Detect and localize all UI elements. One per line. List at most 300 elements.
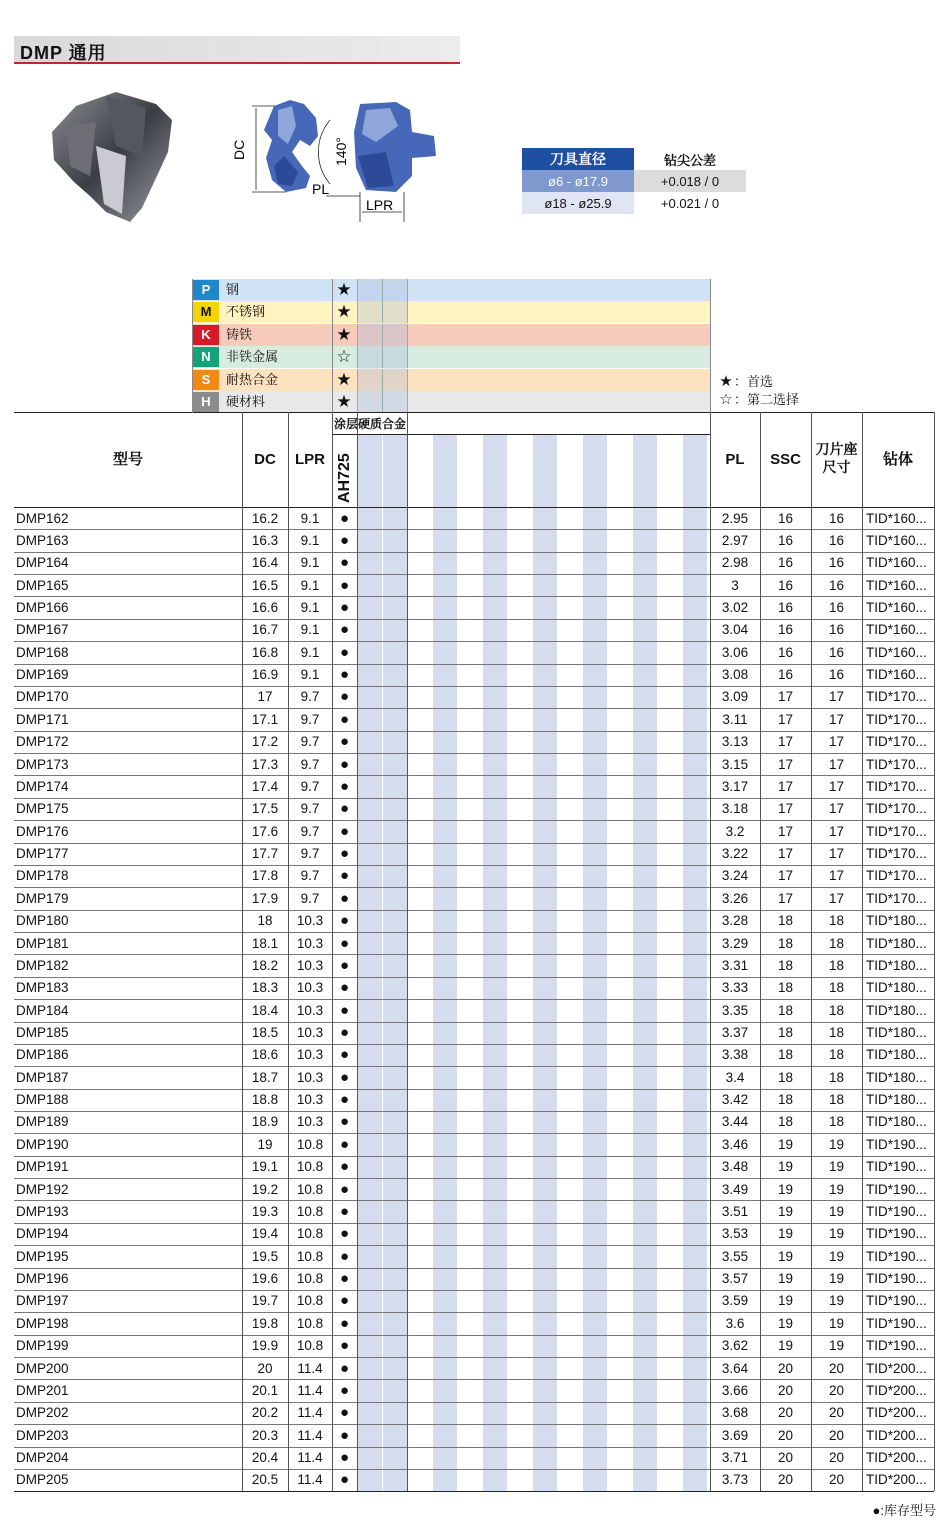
pl-cell: 3.69 — [721, 1427, 749, 1443]
model-cell: DMP178 — [16, 868, 69, 884]
dc-cell: 18.3 — [251, 980, 279, 996]
tolerance-value: +0.018 / 0 — [634, 170, 746, 192]
page-title: DMP 通用 — [20, 43, 107, 63]
seat-size-cell: 19 — [828, 1248, 845, 1264]
pl-cell: 3.18 — [721, 801, 749, 817]
material-name: 铸铁 — [226, 326, 253, 342]
model-cell: DMP164 — [16, 555, 69, 571]
stock-dot-icon: ● — [339, 598, 350, 616]
dc-cell: 18.8 — [251, 1092, 279, 1108]
seat-size-cell: 18 — [828, 1114, 845, 1130]
pl-cell: 3.51 — [721, 1203, 749, 1219]
model-cell: DMP172 — [16, 734, 69, 750]
lpr-cell: 9.1 — [300, 644, 320, 660]
pl-cell: 3.22 — [721, 846, 749, 862]
tolerance-row — [522, 192, 746, 214]
seat-size-cell: 20 — [828, 1472, 845, 1488]
drill-body-cell: TID*170... — [866, 756, 927, 772]
table-row — [0, 754, 950, 776]
table-row — [0, 910, 950, 932]
dimension-diagram — [226, 96, 458, 226]
pl-cell: 3.71 — [721, 1450, 749, 1466]
lpr-cell: 9.1 — [300, 667, 320, 683]
dc-cell: 20 — [257, 1360, 273, 1376]
seat-size-cell: 16 — [828, 667, 845, 683]
drill-body-cell: TID*190... — [866, 1203, 927, 1219]
model-cell: DMP162 — [16, 510, 69, 526]
pl-cell: 2.95 — [721, 510, 749, 526]
drill-body-cell: TID*160... — [866, 599, 927, 615]
stock-dot-icon: ● — [339, 1001, 350, 1019]
header-body: 钻体 — [882, 451, 913, 468]
lpr-label: LPR — [366, 197, 394, 213]
material-band-border — [192, 279, 193, 413]
pl-cell: 3.17 — [721, 778, 749, 794]
lpr-cell: 9.7 — [300, 778, 320, 794]
legend-second-label: ：第二选择 — [734, 392, 800, 407]
lpr-cell: 10.8 — [296, 1315, 324, 1331]
lpr-cell: 10.8 — [296, 1271, 324, 1287]
seat-size-cell: 16 — [828, 644, 845, 660]
header-ssc: SSC — [770, 451, 801, 468]
dc-cell: 19.4 — [251, 1226, 279, 1242]
star-icon: ★ — [336, 302, 352, 322]
drill-body-cell: TID*180... — [866, 1025, 927, 1040]
stock-dot-icon: ● — [339, 912, 350, 930]
drill-body-cell: TID*200... — [866, 1472, 927, 1488]
pl-cell: 3.33 — [721, 980, 749, 996]
lpr-cell: 10.3 — [296, 1025, 324, 1040]
material-row — [192, 391, 710, 413]
seat-size-cell: 17 — [828, 734, 845, 750]
table-row — [0, 1201, 950, 1223]
pl-cell: 3.55 — [721, 1248, 749, 1264]
row-line — [14, 1491, 934, 1492]
stock-dot-icon: ● — [339, 1359, 350, 1377]
header-lpr: LPR — [295, 451, 325, 468]
model-cell: DMP205 — [16, 1472, 69, 1488]
stock-dot-icon: ● — [339, 845, 350, 863]
seat-size-cell: 19 — [828, 1136, 845, 1152]
dc-cell: 19 — [257, 1136, 273, 1152]
lpr-cell: 10.3 — [296, 935, 324, 951]
ssc-cell: 18 — [777, 1092, 794, 1108]
model-cell: DMP190 — [16, 1136, 69, 1152]
dc-cell: 18.4 — [251, 1002, 279, 1018]
drill-body-cell: TID*160... — [866, 510, 927, 526]
ssc-cell: 18 — [777, 980, 794, 996]
lpr-cell: 9.1 — [300, 510, 320, 526]
dc-cell: 19.1 — [251, 1159, 279, 1175]
seat-size-cell: 20 — [828, 1360, 845, 1376]
seat-size-cell: 16 — [828, 622, 845, 638]
dc-cell: 20.5 — [251, 1472, 279, 1488]
dc-cell: 18.7 — [251, 1069, 279, 1085]
model-cell: DMP189 — [16, 1114, 69, 1130]
divider — [407, 279, 408, 301]
model-cell: DMP194 — [16, 1226, 69, 1242]
ssc-cell: 19 — [777, 1181, 794, 1197]
ssc-cell: 20 — [777, 1450, 794, 1466]
footnote: ●:库存型号 — [872, 1503, 936, 1518]
drill-body-cell: TID*170... — [866, 868, 927, 884]
pl-cell: 3.31 — [721, 957, 749, 973]
material-band-border — [332, 279, 333, 413]
lpr-cell: 10.8 — [296, 1293, 324, 1309]
model-cell: DMP185 — [16, 1025, 69, 1040]
stock-dot-icon: ● — [339, 1180, 350, 1198]
ssc-cell: 19 — [777, 1315, 794, 1331]
star-icon: ★ — [336, 280, 352, 299]
dc-cell: 17.6 — [251, 823, 279, 839]
table-row — [0, 843, 950, 865]
model-cell: DMP195 — [16, 1248, 69, 1264]
drill-body-cell: TID*180... — [866, 1114, 927, 1130]
drill-body-cell: TID*190... — [866, 1338, 927, 1354]
drill-body-cell: TID*190... — [866, 1248, 927, 1264]
stock-dot-icon: ● — [339, 1337, 350, 1355]
stock-dot-icon: ● — [339, 554, 350, 572]
material-row — [192, 346, 710, 368]
drill-body-cell: TID*180... — [866, 1069, 927, 1085]
lpr-cell: 9.7 — [300, 801, 320, 817]
pl-cell: 3.26 — [721, 890, 749, 906]
dc-cell: 20.4 — [251, 1450, 279, 1466]
ssc-cell: 18 — [777, 1047, 794, 1063]
header-dc: DC — [254, 451, 276, 468]
drill-body-cell: TID*190... — [866, 1293, 927, 1309]
material-row — [192, 279, 710, 301]
legend-second — [718, 389, 799, 408]
ssc-cell: 17 — [777, 890, 794, 906]
pl-cell: 3.73 — [721, 1472, 749, 1488]
stock-dot-icon: ● — [339, 800, 350, 818]
material-name: 不锈钢 — [226, 304, 266, 320]
stock-dot-icon: ● — [339, 733, 350, 751]
seat-size-cell: 17 — [828, 846, 845, 862]
stock-dot-icon: ● — [339, 1135, 350, 1153]
divider — [407, 301, 408, 323]
ssc-cell: 20 — [777, 1427, 794, 1443]
star-icon: ★ — [336, 392, 352, 411]
lpr-cell: 9.1 — [300, 622, 320, 638]
pl-cell: 3.29 — [721, 935, 749, 951]
lpr-cell: 9.1 — [300, 555, 320, 571]
pl-cell: 3.49 — [721, 1181, 749, 1197]
drill-body-cell: TID*190... — [866, 1315, 927, 1331]
table-row — [0, 575, 950, 597]
ssc-cell: 19 — [777, 1248, 794, 1264]
lpr-cell: 10.3 — [296, 1002, 324, 1018]
stock-dot-icon: ● — [339, 867, 350, 885]
ssc-cell: 18 — [777, 913, 794, 929]
table-row — [0, 1111, 950, 1133]
drill-body-cell: TID*160... — [866, 532, 927, 548]
model-cell: DMP176 — [16, 823, 69, 839]
seat-size-cell: 17 — [828, 689, 845, 705]
seat-size-cell: 17 — [828, 711, 845, 727]
dc-label: DC — [231, 139, 247, 160]
table-row — [0, 1156, 950, 1178]
table-row — [0, 508, 950, 530]
model-cell: DMP204 — [16, 1450, 69, 1466]
angle-label: 140° — [333, 137, 349, 166]
seat-size-cell: 18 — [828, 957, 845, 973]
drill-body-cell: TID*160... — [866, 644, 927, 660]
table-row — [0, 888, 950, 910]
table-row — [0, 686, 950, 708]
table-row — [0, 977, 950, 999]
model-cell: DMP177 — [16, 846, 69, 862]
dc-cell: 19.3 — [251, 1203, 279, 1219]
drill-body-cell: TID*200... — [866, 1427, 927, 1443]
pl-cell: 3 — [731, 577, 739, 593]
dc-cell: 16.5 — [251, 577, 279, 593]
seat-size-cell: 17 — [828, 823, 845, 839]
pl-cell: 3.24 — [721, 868, 749, 884]
stock-dot-icon: ● — [339, 956, 350, 974]
drill-body-cell: TID*200... — [866, 1450, 927, 1466]
model-cell: DMP175 — [16, 801, 69, 817]
seat-size-cell: 18 — [828, 1002, 845, 1018]
dc-cell: 16.6 — [251, 599, 279, 615]
dc-cell: 19.7 — [251, 1293, 279, 1309]
stock-dot-icon: ● — [339, 1113, 350, 1131]
ssc-cell: 16 — [777, 577, 794, 593]
model-cell: DMP167 — [16, 622, 69, 638]
stock-dot-icon: ● — [339, 889, 350, 907]
stock-dot-icon: ● — [339, 934, 350, 952]
material-code: P — [193, 280, 219, 300]
pl-cell: 2.97 — [721, 532, 749, 548]
model-cell: DMP168 — [16, 644, 69, 660]
drill-body-cell: TID*190... — [866, 1226, 927, 1242]
table-row — [0, 1044, 950, 1066]
table-row — [0, 1313, 950, 1335]
pl-cell: 3.59 — [721, 1293, 749, 1309]
dc-cell: 19.5 — [251, 1248, 279, 1264]
stock-dot-icon: ● — [339, 1426, 350, 1444]
lpr-cell: 9.1 — [300, 577, 320, 593]
coating-header-line — [332, 434, 710, 435]
drill-body-cell: TID*180... — [866, 1002, 927, 1018]
model-cell: DMP165 — [16, 577, 69, 593]
table-row — [0, 1447, 950, 1469]
lpr-cell: 10.8 — [296, 1203, 324, 1219]
pl-cell: 3.2 — [725, 823, 745, 839]
lpr-cell: 10.8 — [296, 1226, 324, 1242]
material-name: 非铁金属 — [226, 349, 279, 365]
stock-dot-icon: ● — [339, 755, 350, 773]
seat-size-cell: 18 — [828, 1069, 845, 1085]
stock-dot-icon: ● — [339, 1091, 350, 1109]
lpr-cell: 10.3 — [296, 913, 324, 929]
stock-dot-icon: ● — [339, 1024, 350, 1041]
model-cell: DMP201 — [16, 1382, 69, 1398]
seat-size-cell: 19 — [828, 1293, 845, 1309]
ssc-cell: 20 — [777, 1472, 794, 1488]
pl-cell: 3.64 — [721, 1360, 749, 1376]
stock-dot-icon: ● — [339, 1046, 350, 1064]
divider — [407, 346, 408, 368]
ssc-cell: 18 — [777, 1114, 794, 1130]
table-row — [0, 933, 950, 955]
pl-cell: 3.02 — [721, 599, 749, 615]
drill-body-cell: TID*180... — [866, 1092, 927, 1108]
lpr-cell: 9.1 — [300, 599, 320, 615]
model-cell: DMP202 — [16, 1405, 69, 1421]
table-row — [0, 619, 950, 641]
dc-cell: 19.8 — [251, 1315, 279, 1331]
seat-size-cell: 16 — [828, 577, 845, 593]
seat-size-cell: 19 — [828, 1338, 845, 1354]
star-icon: ★ — [336, 324, 352, 344]
lpr-cell: 9.7 — [300, 711, 320, 727]
stock-dot-icon: ● — [339, 1158, 350, 1176]
tolerance-range: ø6 - ø17.9 — [522, 170, 634, 192]
model-cell: DMP173 — [16, 756, 69, 772]
pl-cell: 3.35 — [721, 1002, 749, 1018]
ssc-cell: 18 — [777, 1002, 794, 1018]
ssc-cell: 17 — [777, 756, 794, 772]
grade-column-stripe — [383, 279, 407, 413]
dc-cell: 17.9 — [251, 890, 279, 906]
seat-size-cell: 16 — [828, 510, 845, 526]
model-cell: DMP174 — [16, 778, 69, 794]
seat-size-cell: 19 — [828, 1181, 845, 1197]
drill-body-cell: TID*160... — [866, 555, 927, 571]
seat-size-cell: 16 — [828, 532, 845, 548]
lpr-cell: 9.7 — [300, 689, 320, 705]
dc-cell: 16.8 — [251, 644, 279, 660]
model-cell: DMP196 — [16, 1271, 69, 1287]
ssc-cell: 16 — [777, 644, 794, 660]
ssc-cell: 16 — [777, 622, 794, 638]
table-row — [0, 1089, 950, 1111]
seat-size-cell: 18 — [828, 1025, 845, 1040]
drill-body-cell: TID*170... — [866, 689, 927, 705]
ssc-cell: 16 — [777, 510, 794, 526]
lpr-cell: 10.8 — [296, 1181, 324, 1197]
material-code: K — [193, 325, 219, 345]
drill-body-cell: TID*190... — [866, 1136, 927, 1152]
legend-first-label: ：首选 — [734, 374, 774, 389]
table-row — [0, 1000, 950, 1022]
seat-size-cell: 17 — [828, 778, 845, 794]
pl-cell: 3.48 — [721, 1159, 749, 1175]
table-row — [0, 1268, 950, 1290]
pl-cell: 3.37 — [721, 1025, 749, 1040]
header-model: 型号 — [112, 451, 143, 468]
drill-body-cell: TID*200... — [866, 1405, 927, 1421]
pl-cell: 3.08 — [721, 667, 749, 683]
dc-cell: 18.5 — [251, 1025, 279, 1040]
header-grade-ah725: AH725 — [336, 453, 353, 503]
table-row — [0, 798, 950, 820]
ssc-cell: 17 — [777, 823, 794, 839]
lpr-cell: 10.3 — [296, 980, 324, 996]
material-name: 耐热合金 — [226, 371, 279, 387]
model-cell: DMP169 — [16, 667, 69, 683]
seat-size-cell: 16 — [828, 599, 845, 615]
table-row — [0, 664, 950, 686]
tolerance-range: ø18 - ø25.9 — [522, 192, 634, 214]
dc-cell: 18.1 — [251, 935, 279, 951]
model-cell: DMP200 — [16, 1360, 69, 1376]
pl-cell: 3.38 — [721, 1047, 749, 1063]
dc-cell: 17.2 — [251, 734, 279, 750]
stock-dot-icon: ● — [339, 1247, 350, 1265]
lpr-cell: 11.4 — [297, 1472, 323, 1488]
seat-size-cell: 20 — [828, 1450, 845, 1466]
model-cell: DMP179 — [16, 890, 69, 906]
drill-body-cell: TID*170... — [866, 846, 927, 862]
model-cell: DMP203 — [16, 1427, 69, 1443]
stock-dot-icon: ● — [339, 710, 350, 728]
ssc-cell: 17 — [777, 734, 794, 750]
model-cell: DMP198 — [16, 1315, 69, 1331]
ssc-cell: 17 — [777, 689, 794, 705]
stock-dot-icon: ● — [339, 621, 350, 639]
ssc-cell: 17 — [777, 868, 794, 884]
material-name: 硬材料 — [226, 394, 266, 409]
dc-cell: 17.4 — [251, 778, 279, 794]
divider — [407, 324, 408, 346]
dc-cell: 18 — [257, 913, 273, 929]
material-band-border — [710, 279, 711, 413]
model-cell: DMP199 — [16, 1338, 69, 1354]
lpr-cell: 11.4 — [297, 1382, 323, 1398]
ssc-cell: 17 — [777, 778, 794, 794]
table-row — [0, 1335, 950, 1357]
lpr-cell: 10.8 — [296, 1136, 324, 1152]
divider — [407, 369, 408, 391]
ssc-cell: 16 — [777, 667, 794, 683]
table-row — [0, 1223, 950, 1245]
ssc-cell: 20 — [777, 1405, 794, 1421]
dc-cell: 16.9 — [251, 667, 279, 683]
model-cell: DMP187 — [16, 1069, 69, 1085]
page-title-bar — [14, 36, 460, 64]
material-code: H — [193, 392, 219, 412]
stock-dot-icon: ● — [339, 777, 350, 795]
model-cell: DMP183 — [16, 980, 69, 996]
drill-body-cell: TID*180... — [866, 1047, 927, 1063]
seat-size-cell: 18 — [828, 1092, 845, 1108]
tolerance-table — [522, 148, 746, 214]
ssc-cell: 18 — [777, 935, 794, 951]
model-cell: DMP191 — [16, 1159, 69, 1175]
pl-cell: 3.4 — [725, 1069, 745, 1085]
ssc-cell: 19 — [777, 1203, 794, 1219]
stock-dot-icon: ● — [339, 1314, 350, 1332]
dc-cell: 17.8 — [251, 868, 279, 884]
pl-cell: 3.13 — [721, 734, 749, 750]
pl-cell: 3.6 — [725, 1315, 745, 1331]
stock-dot-icon: ● — [339, 1068, 350, 1086]
seat-size-cell: 20 — [828, 1382, 845, 1398]
table-row — [0, 1290, 950, 1312]
model-cell: DMP188 — [16, 1092, 69, 1108]
dc-cell: 19.9 — [251, 1338, 279, 1354]
tolerance-header-tip: 钻尖公差 — [634, 148, 746, 170]
material-code: M — [193, 302, 219, 322]
drill-body-cell: TID*160... — [866, 622, 927, 638]
lpr-cell: 10.8 — [296, 1248, 324, 1264]
seat-size-cell: 20 — [828, 1427, 845, 1443]
ssc-cell: 19 — [777, 1136, 794, 1152]
dc-cell: 20.2 — [251, 1405, 279, 1421]
